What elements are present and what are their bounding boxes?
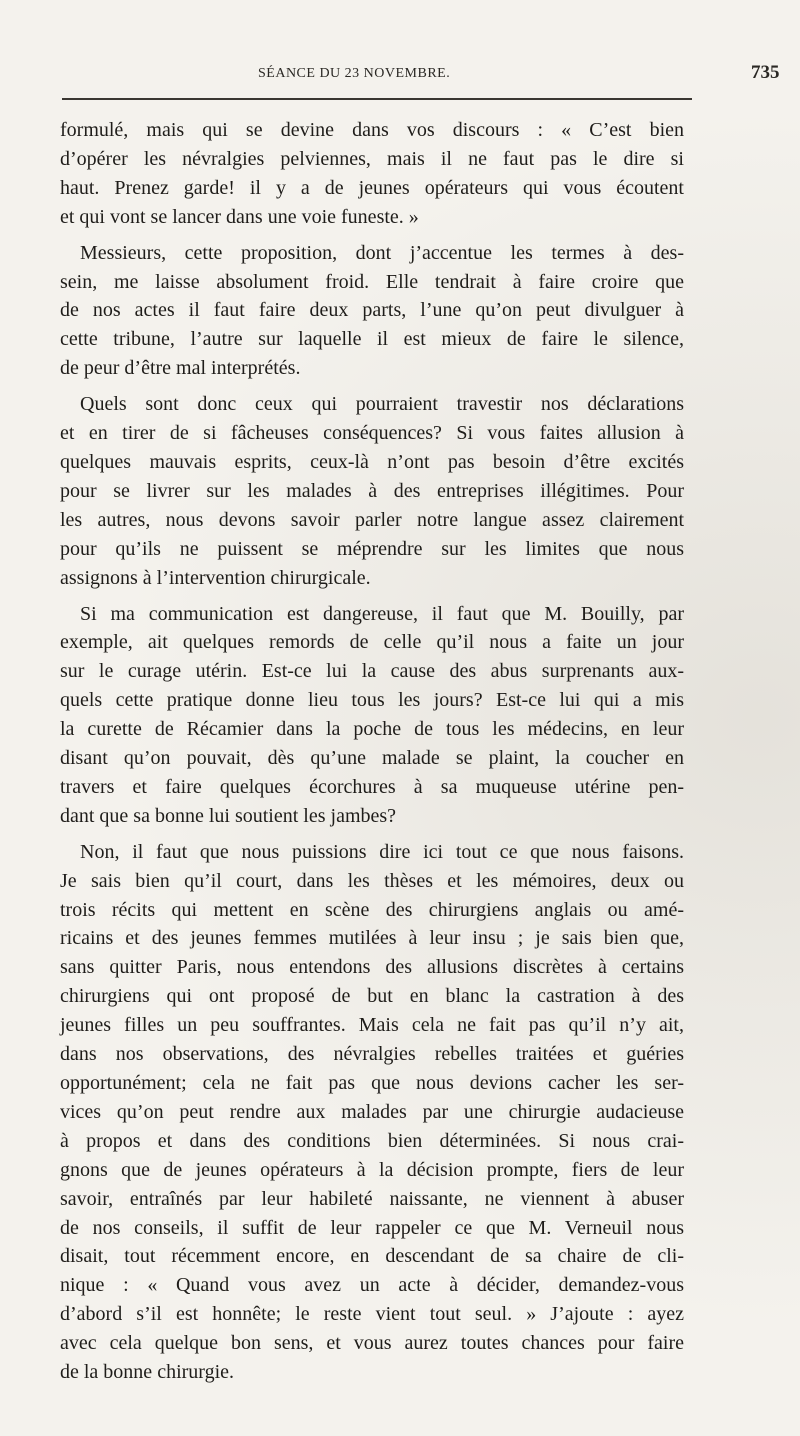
text-line: formulé, mais qui se devine dans vos discours : « C’est bien <box>60 119 684 141</box>
text-line: sans quitter Paris, nous entendons des allusions discrètes à certains <box>60 956 684 979</box>
text-line: de peur d’être mal interprétés. <box>60 357 301 380</box>
text-line: assignons à l’intervention chirurgicale. <box>60 566 371 589</box>
text-line: d’abord s’il est honnête; le reste vient tout seul. » J’ajoute : ayez <box>60 1303 684 1326</box>
text-line: haut. Prenez garde! il y a de jeunes opérateurs qui vous écoutent <box>60 176 684 199</box>
text-line: de nos conseils, il suffit de leur rappeler ce que M. Verneuil nous <box>60 1216 684 1239</box>
text-line: d’opérer les névralgies pelviennes, mais il ne faut pas le dire si <box>60 147 684 170</box>
text-line: quelques mauvais esprits, ceux-là n’ont pas besoin d’être excités <box>60 450 684 473</box>
body-text <box>60 116 684 1387</box>
text-line: Si ma communication est dangereuse, il faut que M. Bouilly, par <box>80 602 684 625</box>
text-line: de nos actes il faut faire deux parts, l’une qu’on peut divulguer à <box>60 299 684 322</box>
text-line: et en tirer de si fâcheuses conséquences? Si vous faites allusion à <box>60 422 684 445</box>
text-line: dant que sa bonne lui soutient les jambes? <box>60 804 397 827</box>
text-line: gnons que de jeunes opérateurs à la décision prompte, fiers de leur <box>60 1158 684 1181</box>
text-line: jeunes filles un peu souffrantes. Mais cela ne fait pas qu’il n’y ait, <box>60 1014 684 1037</box>
text-line: la curette de Récamier dans la poche de tous les médecins, en leur <box>60 718 684 741</box>
text-line: disant qu’on pouvait, dès qu’une malade se plaint, la coucher en <box>60 747 684 770</box>
text-line: nique : « Quand vous avez un acte à décider, demandez-vous <box>60 1274 684 1297</box>
text-line: disait, tout récemment encore, en descendant de sa chaire de cli- <box>60 1245 684 1268</box>
text-line: quels cette pratique donne lieu tous les jours? Est-ce lui qui a mis <box>60 689 684 712</box>
text-line: dans nos observations, des névralgies rebelles traitées et guéries <box>60 1043 684 1066</box>
text-line: chirurgiens qui ont proposé de but en blanc la castration à des <box>60 985 684 1008</box>
text-line: pour qu’ils ne puissent se méprendre sur les limites que nous <box>60 537 684 560</box>
text-line: Quels sont donc ceux qui pourraient travestir nos déclarations <box>80 393 684 416</box>
text-line: opportunément; cela ne fait pas que nous devions cacher les ser- <box>60 1072 684 1094</box>
text-line: de la bonne chirurgie. <box>60 1361 235 1384</box>
running-head: SÉANCE DU 23 NOVEMBRE. <box>258 66 451 81</box>
text-line: travers et faire quelques écorchures à sa muqueuse utérine pen- <box>60 775 684 798</box>
text-line: exemple, ait quelques remords de celle qu’il nous a faite un jour <box>60 631 684 654</box>
paragraph <box>60 838 684 1387</box>
text-line: et qui vont se lancer dans une voie funeste. » <box>60 205 419 228</box>
text-line: Je sais bien qu’il court, dans les thèses et les mémoires, deux ou <box>60 869 684 892</box>
text-line: vices qu’on peut rendre aux malades par une chirurgie audacieuse <box>60 1100 684 1123</box>
paragraph <box>60 600 684 831</box>
text-line: sein, me laisse absolument froid. Elle tendrait à faire croire que <box>60 270 684 293</box>
text-line: avec cela quelque bon sens, et vous aurez toutes chances pour faire <box>60 1332 684 1355</box>
text-line: savoir, entraînés par leur habileté naissante, ne viennent à abuser <box>60 1187 684 1210</box>
text-line: ricains et des jeunes femmes mutilées à leur insu ; je sais bien que, <box>60 927 684 950</box>
text-line: Non, il faut que nous puissions dire ici tout ce que nous faisons. <box>80 840 684 863</box>
text-line: sur le curage utérin. Est-ce lui la cause des abus surprenants aux- <box>60 660 684 683</box>
paragraph <box>60 116 684 232</box>
header-rule <box>62 98 692 100</box>
text-line: à propos et dans des conditions bien déterminées. Si nous crai- <box>60 1129 684 1152</box>
text-line: Messieurs, cette proposition, dont j’accentue les termes à des- <box>80 241 684 264</box>
paragraph <box>60 390 684 592</box>
text-line: pour se livrer sur les malades à des entreprises illégitimes. Pour <box>60 479 684 502</box>
text-line: cette tribune, l’autre sur laquelle il est mieux de faire le silence, <box>60 328 684 351</box>
text-line: trois récits qui mettent en scène des chirurgiens anglais ou amé- <box>60 898 684 921</box>
page-number: 735 <box>751 62 780 83</box>
text-line: les autres, nous devons savoir parler notre langue assez clairement <box>60 508 684 531</box>
paragraph <box>60 239 684 384</box>
